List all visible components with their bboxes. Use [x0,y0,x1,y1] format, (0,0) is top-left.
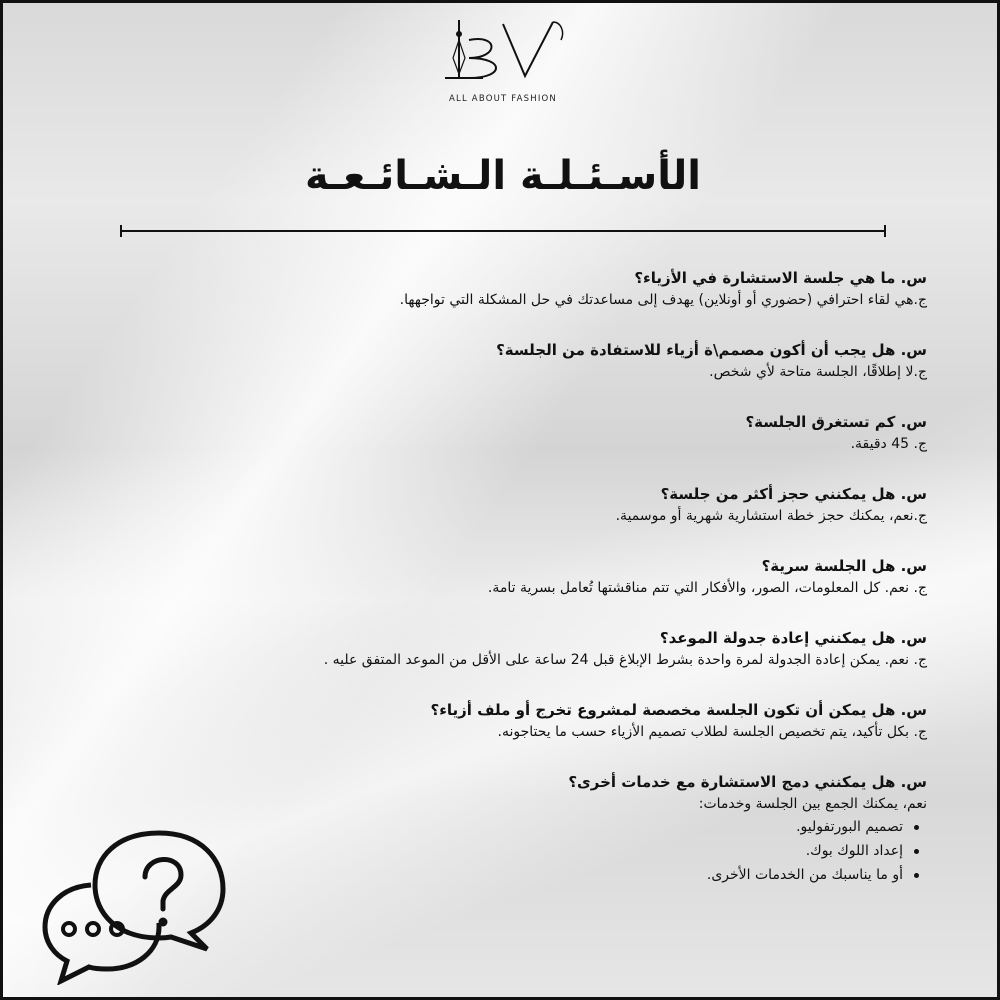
faq-item [207,771,927,887]
faq-question: س. هل يمكن أن تكون الجلسة مخصصة لمشروع تخرج أو ملف أزياء؟ [430,701,927,719]
faq-question: س. هل يجب أن أكون مصمم\ة أزياء للاستفادة من الجلسة؟ [496,341,927,359]
faq-answer: ج.هي لقاء احترافي (حضوري أو أونلاين) يهدف إلى مساعدتك في حل المشكلة التي تواجهها. [399,292,927,308]
faq-question: س. هل الجلسة سرية؟ [761,557,927,575]
faq-item [207,555,927,627]
faq-answer: ج. بكل تأكيد، يتم تخصيص الجلسة لطلاب تصميم الأزياء حسب ما يحتاجونه. [497,724,927,740]
faq-question: س. هل يمكنني دمج الاستشارة مع خدمات أخرى؟ [568,773,927,791]
faq-answer: ج.نعم، يمكنك حجز خطة استشارية شهرية أو موسمية. [615,508,927,524]
faq-answer: ج.لا إطلاقًا، الجلسة متاحة لأي شخص. [709,364,927,380]
services-list [207,815,927,887]
brand-logo [433,18,573,108]
faq-question: س. هل يمكنني حجز أكثر من جلسة؟ [660,485,927,503]
list-item: أو ما يناسبك من الخدمات الأخرى. [207,863,927,887]
title-divider [120,230,886,232]
page-title: الأسـئـلـة الـشـائـعـة [305,153,701,199]
faq-list [207,267,927,887]
list-item: تصميم البورتفوليو. [207,815,927,839]
faq-answer: ج. نعم. كل المعلومات، الصور، والأفكار التي تتم مناقشتها تُعامل بسرية تامة. [487,580,927,596]
faq-answer: نعم، يمكنك الجمع بين الجلسة وخدمات: [698,796,927,812]
faq-item [207,267,927,339]
faq-item [207,483,927,555]
faq-answer: ج. نعم. يمكن إعادة الجدولة لمرة واحدة بشرط الإبلاغ قبل 24 ساعة على الأقل من الموعد المتفق عليه . [323,652,927,668]
faq-answer: ج. 45 دقيقة. [850,436,927,452]
faq-question: س. هل يمكنني إعادة جدولة الموعد؟ [659,629,927,647]
faq-question: س. كم تستغرق الجلسة؟ [745,413,927,431]
faq-item [207,339,927,411]
faq-question: س. ما هي جلسة الاستشارة في الأزياء؟ [634,269,927,287]
faq-item [207,699,927,771]
bv-logo-icon [435,18,571,90]
faq-item [207,627,927,699]
brand-tagline: ALL ABOUT FASHION [449,94,557,104]
chat-question-icon [41,825,231,985]
list-item: إعداد اللوك بوك. [207,839,927,863]
faq-item [207,411,927,483]
